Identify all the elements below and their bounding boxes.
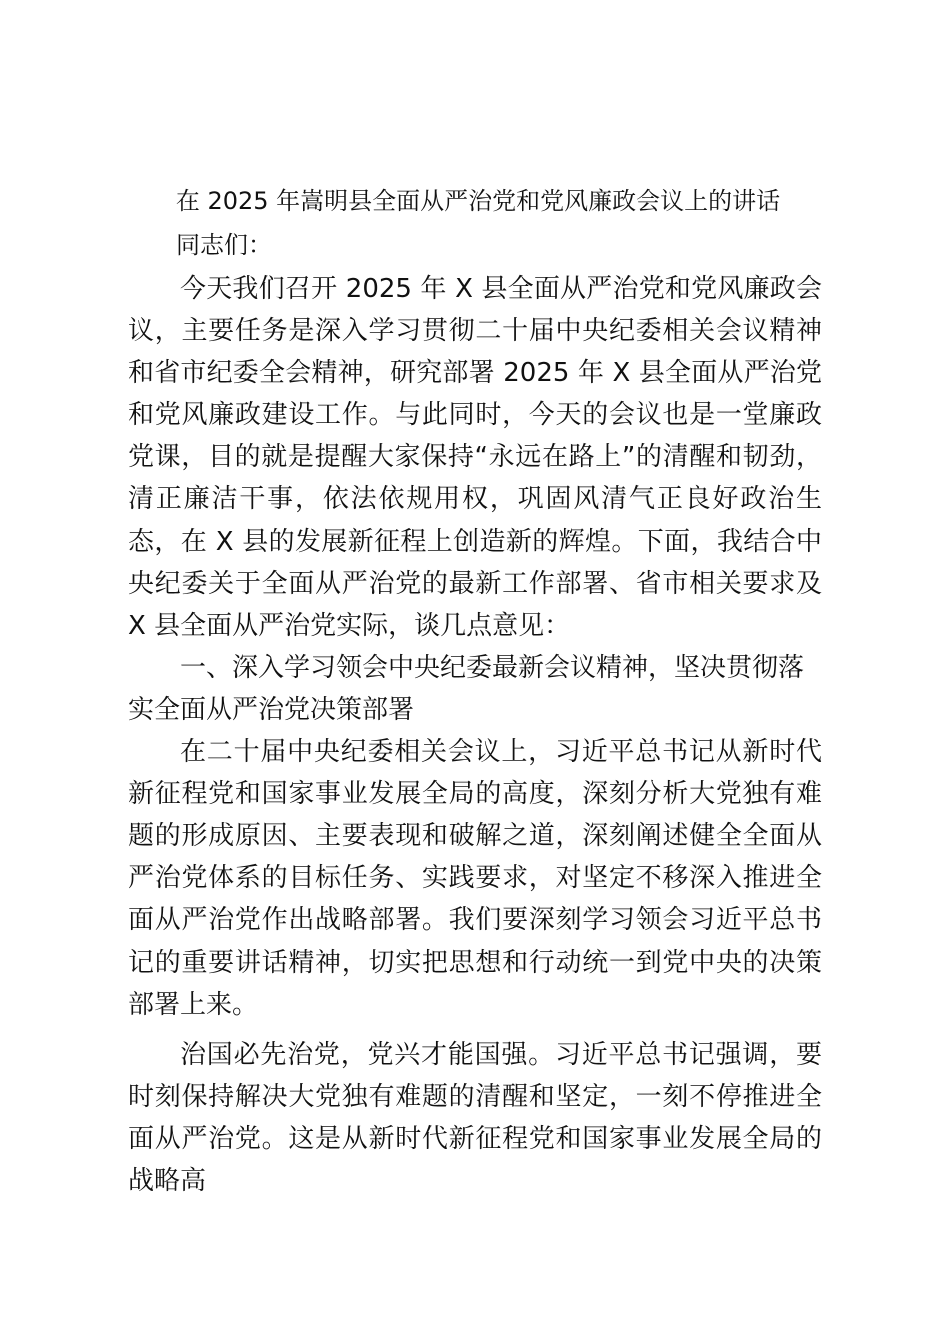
salutation: 同志们： (176, 231, 272, 259)
section-heading-1: 一、深入学习领会中央纪委最新会议精神，坚决贯彻落实全面从严治党决策部署 (128, 652, 805, 725)
paragraph-intro: 今天我们召开 2025 年 X 县全面从严治党和党风廉政会议，主要任务是深入学习贯彻二十届中央纪委相关会议精神和省市纪委全会精神，研究部署 2025 年 X 县全面从严治党和党风廉政建设工作。与此同时，今天的会议也是一堂廉政党课，目的就是提醒大家保持“永远在路上”的清醒和韧劲，清正廉洁干事，依法依规用权，巩固风清气正良好政治生态，在 X 县的发展新征程上创造新的辉煌。下面，我结合中央纪委关于全面从严治党的最新工作部署、省市相关要求及 X 县全面从严治党实际，谈几点意见： (128, 274, 822, 641)
paragraph-gap (128, 1026, 822, 1034)
document-title: 在 2025 年嵩明县全面从严治党和党风廉政会议上的讲话 (175, 187, 781, 215)
paragraph-section-2: 治国必先治党，党兴才能国强。习近平总书记强调，要时刻保持解决大党独有难题的清醒和坚定，一刻不停推进全面从严治党。这是从新时代新征程党和国家事业发展全局的战略高 (128, 1039, 822, 1196)
document-body (128, 268, 822, 1202)
paragraph-section-1: 在二十届中央纪委相关会议上，习近平总书记从新时代新征程党和国家事业发展全局的高度，深刻分析大党独有难题的形成原因、主要表现和破解之道，深刻阐述健全全面从严治党体系的目标任务、实践要求，对坚定不移深入推进全面从严治党作出战略部署。我们要深刻学习领会习近平总书记的重要讲话精神，切实把思想和行动统一到党中央的决策部署上来。 (128, 737, 822, 1020)
